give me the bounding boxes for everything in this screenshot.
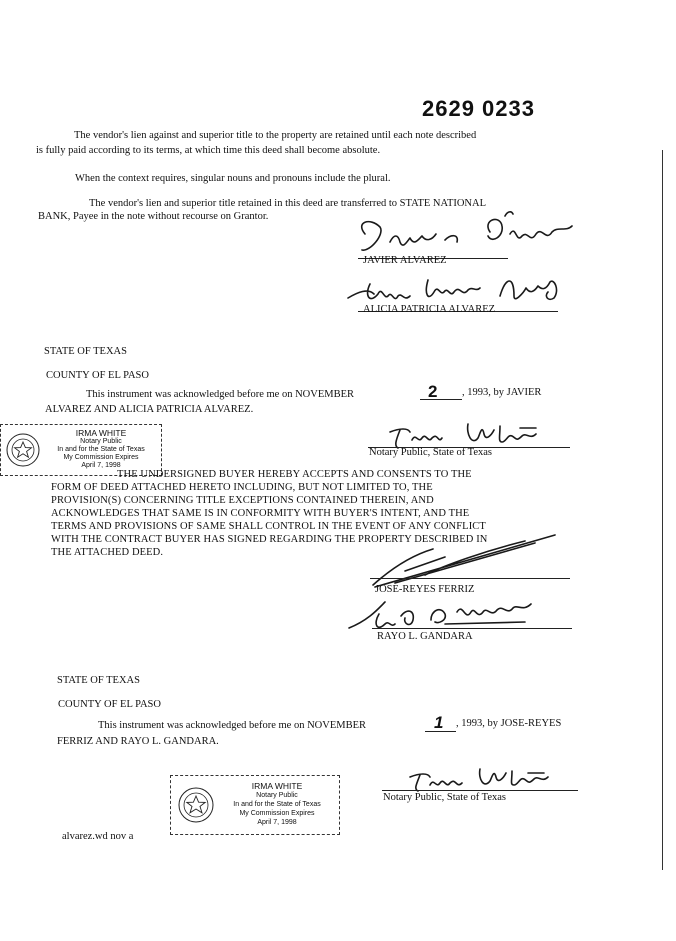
stamp1-line2: In and for the State of Texas [57,446,145,453]
ack2-day: 1 [434,713,444,732]
signer-name-4: RAYO L. GANDARA [377,631,473,642]
notary-stamp-2 [170,775,340,835]
signer-name-2: ALICIA PATRICIA ALVAREZ [363,304,496,315]
ack1-line2: ALVAREZ AND ALICIA PATRICIA ALVAREZ. [45,404,254,415]
lien-paragraph-line2: is fully paid according to its terms, at which time this deed shall become absolute. [36,145,381,156]
ack2-line2: FERRIZ AND RAYO L. GANDARA. [57,736,219,747]
stamp1-line4: April 7, 1998 [81,462,121,469]
buyer-consent-line-3: PROVISION(S) CONCERNING TITLE EXCEPTIONS CONTAINED THEREIN, AND [51,495,434,506]
ack2-county: COUNTY OF EL PASO [58,699,161,710]
transfer-paragraph-line1: The vendor's lien and superior title retained in this deed are transferred to STATE NATIONAL [89,198,487,209]
lien-paragraph-line1: The vendor's lien against and superior title to the property are retained until each note described [74,130,477,141]
transfer-paragraph-line2: BANK, Payee in the note without recourse on Grantor. [38,211,269,222]
signature-line-3 [370,578,570,579]
notary-seal-icon [5,432,41,468]
stamp1-name: IRMA WHITE [75,428,127,438]
footer-reference: alvarez.wd nov a [62,831,134,842]
context-paragraph: When the context requires, singular nouns and pronouns include the plural. [75,173,391,184]
stamp2-name: IRMA WHITE [251,781,303,791]
buyer-consent-line-1: THE UNDERSIGNED BUYER HEREBY ACCEPTS AND CONSENTS TO THE [117,469,472,480]
ack2-day-underline [425,731,456,732]
signer-name-1: JAVIER ALVAREZ [363,255,447,266]
ack2-line1-post: , 1993, by JOSE-REYES [456,718,562,729]
ack2-notary-label: Notary Public, State of Texas [383,792,507,803]
buyer-consent-line-7: THE ATTACHED DEED. [51,547,164,558]
buyer-consent-line-5: TERMS AND PROVISIONS OF SAME SHALL CONTROL IN THE EVENT OF ANY CONFLICT [51,521,486,532]
scan-edge-line [662,150,663,870]
buyer-consent-line-4: ACKNOWLEDGES THAT SAME IS IN CONFORMITY WITH BUYER'S INTENT, AND THE [51,508,470,519]
recording-number: 2629 0233 [422,96,535,121]
signer-name-3: JOSE-REYES FERRIZ [375,584,475,595]
ack1-notary-label: Notary Public, State of Texas [369,447,493,458]
stamp2-line4: April 7, 1998 [257,819,297,826]
signature-line-4 [372,628,572,629]
stamp2-line1: Notary Public [256,792,298,799]
ack1-county: COUNTY OF EL PASO [46,370,149,381]
ack1-day-underline [420,399,462,400]
ack2-line1-pre: This instrument was acknowledged before me on NOVEMBER [98,720,366,731]
ack1-line1-pre: This instrument was acknowledged before me on NOVEMBER [86,389,354,400]
stamp1-line3: My Commission Expires [63,454,139,461]
stamp2-line2: In and for the State of Texas [233,801,321,808]
buyer-consent-line-6: WITH THE CONTRACT BUYER HAS SIGNED REGARDING THE PROPERTY DESCRIBED IN [51,534,488,545]
ack1-state: STATE OF TEXAS [44,346,127,357]
ack2-state: STATE OF TEXAS [57,675,140,686]
ack1-day: 2 [428,382,438,401]
stamp2-line3: My Commission Expires [239,810,315,817]
ack1-line1-post: , 1993, by JAVIER [462,387,542,398]
buyer-consent-line-2: FORM OF DEED ATTACHED HERETO INCLUDING, BUT NOT LIMITED TO, THE [51,482,433,493]
stamp1-line1: Notary Public [80,438,122,445]
notary-seal-icon [177,786,215,824]
